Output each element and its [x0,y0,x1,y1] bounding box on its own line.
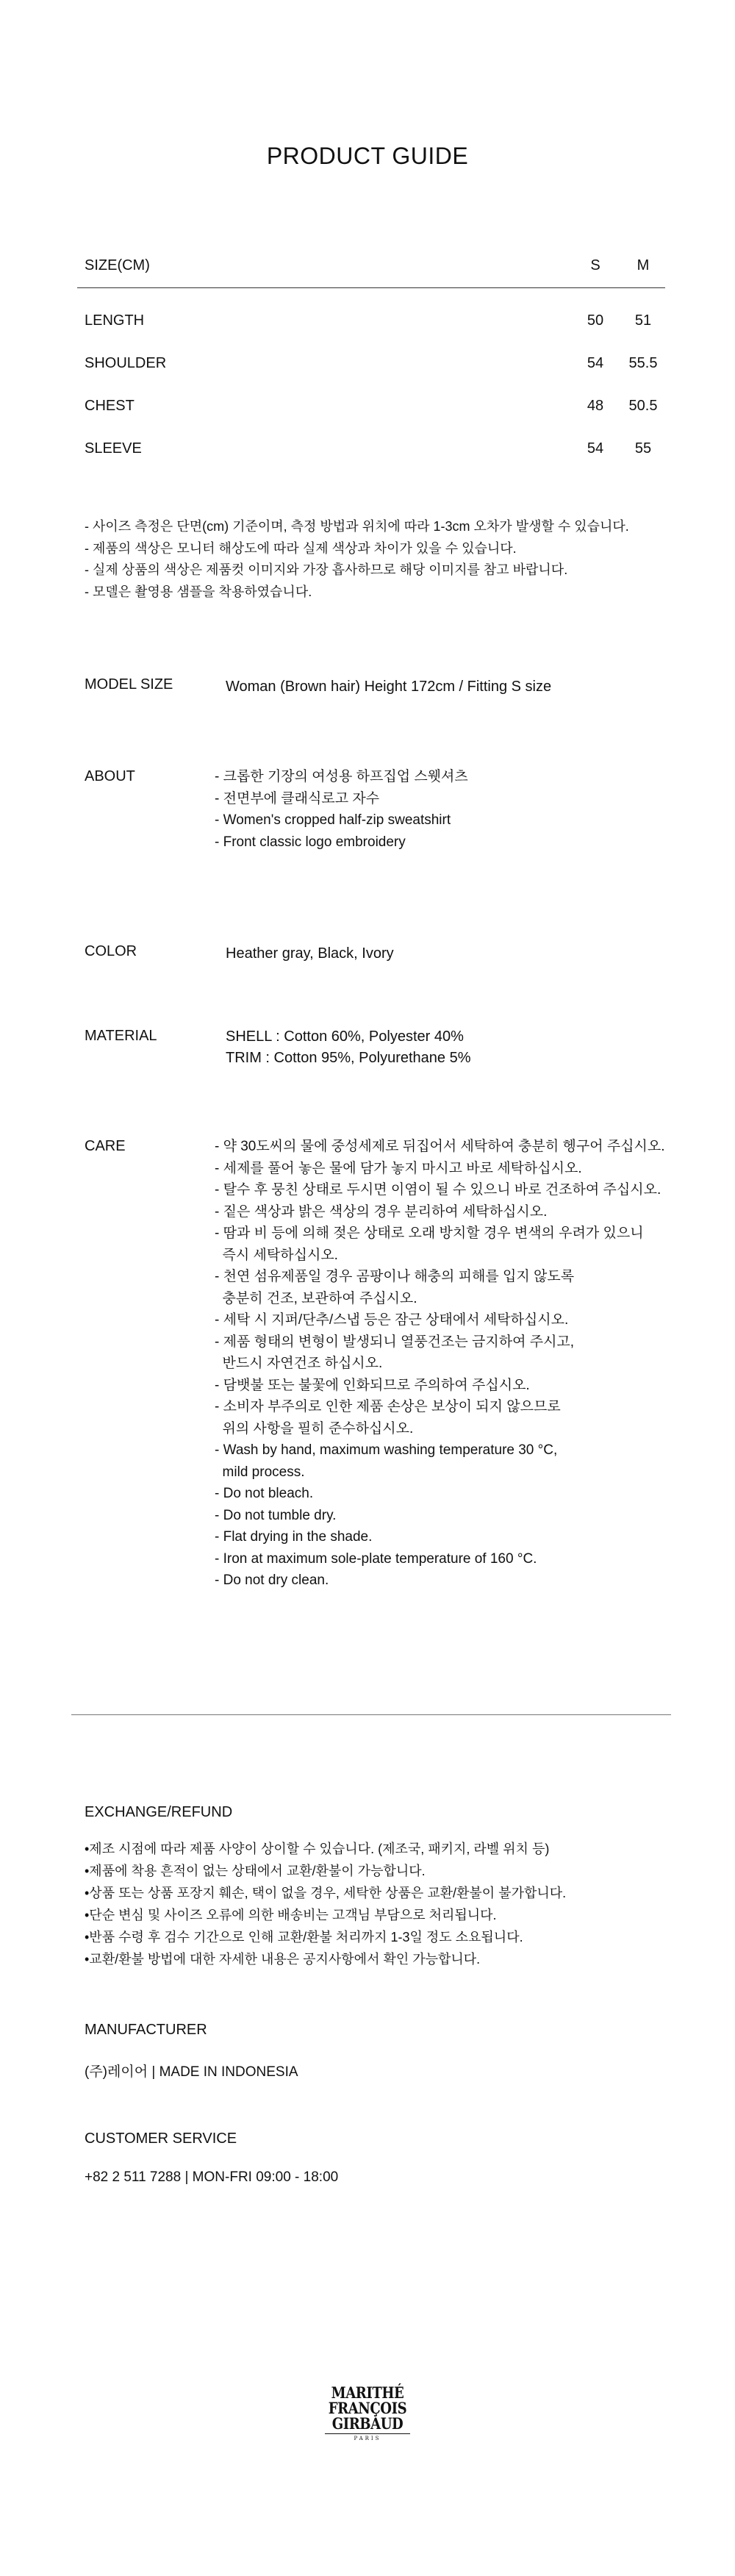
care-label: CARE [85,1138,126,1154]
note-line: - 제품의 색상은 모니터 해상도에 따라 실제 색상과 차이가 있을 수 있습니다. [85,540,517,556]
logo-line-3: GIRBAUD [331,2414,404,2433]
care-line: - Do not bleach. [215,1486,314,1501]
care-line: - 땀과 비 등에 의해 젖은 상태로 오래 방치할 경우 변색의 우려가 있으니 [215,1226,644,1241]
row-value-s: 50 [587,312,604,329]
care-line: 반드시 자연건조 하십시오. [215,1356,383,1371]
manufacturer-label: MANUFACTURER [85,2022,207,2038]
care-line: mild process. [215,1464,305,1480]
care-line: - 소비자 부주의로 인한 제품 손상은 보상이 되지 않으므로 [215,1399,561,1414]
about-line: - 크롭한 기장의 여성용 하프집업 스웻셔츠 [215,769,468,784]
logo-line-2: FRANÇOIS [328,2399,407,2417]
row-label: SHOULDER [85,355,167,371]
exchange-line: •상품 또는 상품 포장지 훼손, 택이 없을 경우, 세탁한 상품은 교환/환불이 불가합니다. [85,1886,567,1900]
about-line: - Front classic logo embroidery [215,834,406,850]
size-table [77,250,665,459]
material-line: SHELL : Cotton 60%, Polyester 40% [226,1028,464,1045]
care-line: - 천연 섬유제품일 경우 곰팡이나 해충의 피해를 입지 않도록 [215,1269,575,1284]
material-label: MATERIAL [85,1028,157,1044]
row-label: LENGTH [85,312,145,329]
brand-logo [316,2385,419,2450]
about-line: - 전면부에 클래식로고 자수 [215,790,380,806]
table-row [77,373,665,416]
logo-sub: PARIS [354,2436,381,2441]
note-line: - 모델은 촬영용 샘플을 착용하였습니다. [85,584,312,599]
care-line: - Do not tumble dry. [215,1507,337,1523]
care-line: 위의 사항을 필히 준수하십시오. [215,1420,414,1437]
about-line: - Women's cropped half-zip sweatshirt [215,812,451,828]
row-label: SLEEVE [85,440,142,457]
exchange-line: •반품 수령 후 검수 기간으로 인해 교환/환불 처리까지 1-3일 정도 소요됩니다. [85,1930,523,1944]
customer-service-value: +82 2 511 7288 | MON-FRI 09:00 - 18:00 [85,2169,339,2185]
care-line: - Iron at maximum sole-plate temperature of 160 °C. [215,1550,537,1567]
row-value-s: 54 [587,355,604,371]
table-row [77,288,665,331]
size-header-m: M [637,257,650,273]
care-line: - 약 30도씨의 물에 중성세제로 뒤집어서 세탁하여 충분히 헹구어 주십시오. [215,1139,665,1154]
model-size-label: MODEL SIZE [85,676,173,693]
exchange-line: •단순 변심 및 사이즈 오류에 의한 배송비는 고객님 부담으로 처리됩니다. [85,1908,497,1922]
care-line: - Flat drying in the shade. [215,1529,373,1545]
care-line: - 짙은 색상과 밝은 색상의 경우 분리하여 세탁하십시오. [215,1203,548,1220]
manufacturer-value: (주)레이어 | MADE IN INDONESIA [85,2064,298,2080]
size-header-label: SIZE(CM) [85,257,150,273]
row-value-s: 54 [587,440,604,457]
material-list [226,1026,471,1069]
size-notes [85,516,629,603]
care-list [215,1136,665,1592]
page-title: PRODUCT GUIDE [266,143,469,169]
care-line: - 제품 형태의 변형이 발생되니 열풍건조는 금지하여 주시고, [215,1334,575,1350]
care-line: - 탈수 후 뭉친 상태로 두시면 이염이 될 수 있으니 바로 건조하여 주십시오. [215,1182,662,1198]
logo-line-1: MARITHÉ [331,2383,404,2402]
note-line: - 사이즈 측정은 단면(cm) 기준이며, 측정 방법과 위치에 따라 1-3cm 오차가 발생할 수 있습니다. [85,519,629,534]
care-line: - 세제를 풀어 놓은 물에 담가 놓지 마시고 바로 세탁하십시오. [215,1160,582,1176]
material-line: TRIM : Cotton 95%, Polyurethane 5% [226,1050,471,1066]
row-value-s: 48 [587,398,604,414]
color-label: COLOR [85,943,137,959]
size-header-s: S [590,257,600,273]
color-value: Heather gray, Black, Ivory [226,945,394,962]
model-size-value: Woman (Brown hair) Height 172cm / Fitting S size [226,679,552,695]
exchange-line: •제품에 착용 흔적이 없는 상태에서 교환/환불이 가능합니다. [85,1864,426,1878]
care-line: 충분히 건조, 보관하여 주십시오. [215,1290,417,1306]
care-line: - 세탁 시 지퍼/단추/스냅 등은 잠근 상태에서 세탁하십시오. [215,1312,569,1328]
table-row [77,416,665,459]
exchange-label: EXCHANGE/REFUND [85,1804,233,1820]
care-line: 즉시 세탁하십시오. [215,1247,338,1263]
about-list [215,766,468,853]
row-label: CHEST [85,398,135,414]
care-line: - Do not dry clean. [215,1573,329,1588]
customer-service-label: CUSTOMER SERVICE [85,2130,237,2147]
exchange-list [85,1838,566,1970]
care-line: - 담뱃불 또는 불꽃에 인화되므로 주의하여 주십시오. [215,1377,530,1393]
section-divider [71,1714,671,1715]
logo-rule [325,2433,410,2434]
exchange-line: •제조 시점에 따라 제품 사양이 상이할 수 있습니다. (제조국, 패키지, 라벨 위치 등) [85,1842,550,1856]
note-line: - 실제 상품의 색상은 제품컷 이미지와 가장 흡사하므로 해당 이미지를 참고 바랍니다. [85,562,568,577]
care-line: - Wash by hand, maximum washing temperature 30 °C, [215,1442,558,1458]
size-table-header [77,250,665,288]
row-value-m: 51 [634,312,652,329]
table-row [77,331,665,373]
about-label: ABOUT [85,768,135,784]
exchange-line: •교환/환불 방법에 대한 자세한 내용은 공지사항에서 확인 가능합니다. [85,1952,481,1967]
row-value-m: 55 [634,440,652,457]
row-value-m: 50.5 [628,398,658,414]
row-value-m: 55.5 [628,355,658,371]
